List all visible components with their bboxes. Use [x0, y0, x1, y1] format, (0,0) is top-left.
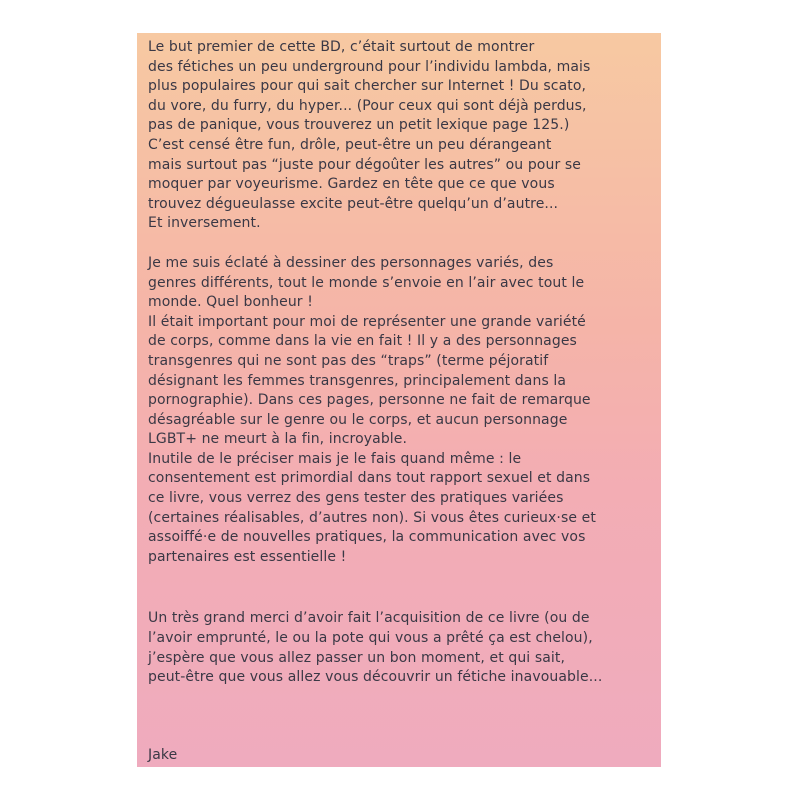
text-line: monde. Quel bonheur !: [148, 294, 313, 311]
text-line: Il était important pour moi de représenter une grande variété: [148, 313, 586, 330]
paragraph-intent: [148, 38, 661, 234]
text-line: des fétiches un peu underground pour l’individu lambda, mais: [148, 58, 591, 75]
text-line: j’espère que vous allez passer un bon moment, et qui sait,: [148, 649, 566, 666]
author-signature: Jake: [148, 746, 178, 763]
text-line: ce livre, vous verrez des gens tester des pratiques variées: [148, 490, 564, 507]
text-line: du vore, du furry, du hyper... (Pour ceux qui sont déjà perdus,: [148, 97, 587, 114]
text-line: Et inversement.: [148, 215, 261, 232]
text-line: l’avoir emprunté, le ou la pote qui vous a prêté ça est chelou),: [148, 630, 593, 647]
text-line: pornographie). Dans ces pages, personne ne fait de remarque: [148, 392, 591, 409]
text-line: peut-être que vous allez vous découvrir un fétiche inavouable...: [148, 669, 603, 686]
text-line: genres différents, tout le monde s’envoie en l’air avec tout le: [148, 274, 585, 291]
text-line: assoiffé·e de nouvelles pratiques, la communication avec vos: [148, 529, 586, 546]
paragraph-characters: [148, 254, 661, 568]
text-line: Je me suis éclaté à dessiner des personnages variés, des: [148, 254, 554, 271]
text-line: consentement est primordial dans tout rapport sexuel et dans: [148, 470, 591, 487]
text-line: partenaires est essentielle !: [148, 548, 347, 565]
text-line: transgenres qui ne sont pas des “traps” (terme péjoratif: [148, 352, 549, 369]
preface-text: [137, 33, 661, 765]
text-line: désagréable sur le genre ou le corps, et aucun personnage: [148, 411, 568, 428]
text-line: Inutile de le préciser mais je le fais quand même : le: [148, 450, 522, 467]
text-line: Le but premier de cette BD, c’était surtout de montrer: [148, 39, 535, 55]
text-line: plus populaires pour qui sait chercher sur Internet ! Du scato,: [148, 78, 587, 95]
text-line: Un très grand merci d’avoir fait l’acquisition de ce livre (ou de: [148, 610, 590, 627]
book-page: [137, 33, 661, 767]
paragraph-thanks: [148, 609, 661, 687]
text-line: de corps, comme dans la vie en fait ! Il y a des personnages: [148, 333, 577, 350]
text-line: moquer par voyeurisme. Gardez en tête que ce que vous: [148, 176, 555, 193]
text-line: pas de panique, vous trouverez un petit lexique page 125.): [148, 117, 570, 134]
text-line: trouvez dégueulasse excite peut-être quelqu’un d’autre...: [148, 195, 559, 212]
text-line: LGBT+ ne meurt à la fin, incroyable.: [148, 431, 408, 448]
text-line: mais surtout pas “juste pour dégoûter les autres” ou pour se: [148, 156, 581, 173]
text-line: désignant les femmes transgenres, principalement dans la: [148, 372, 567, 389]
text-line: (certaines réalisables, d’autres non). Si vous êtes curieux·se et: [148, 509, 596, 526]
text-line: C’est censé être fun, drôle, peut-être un peu dérangeant: [148, 136, 552, 153]
